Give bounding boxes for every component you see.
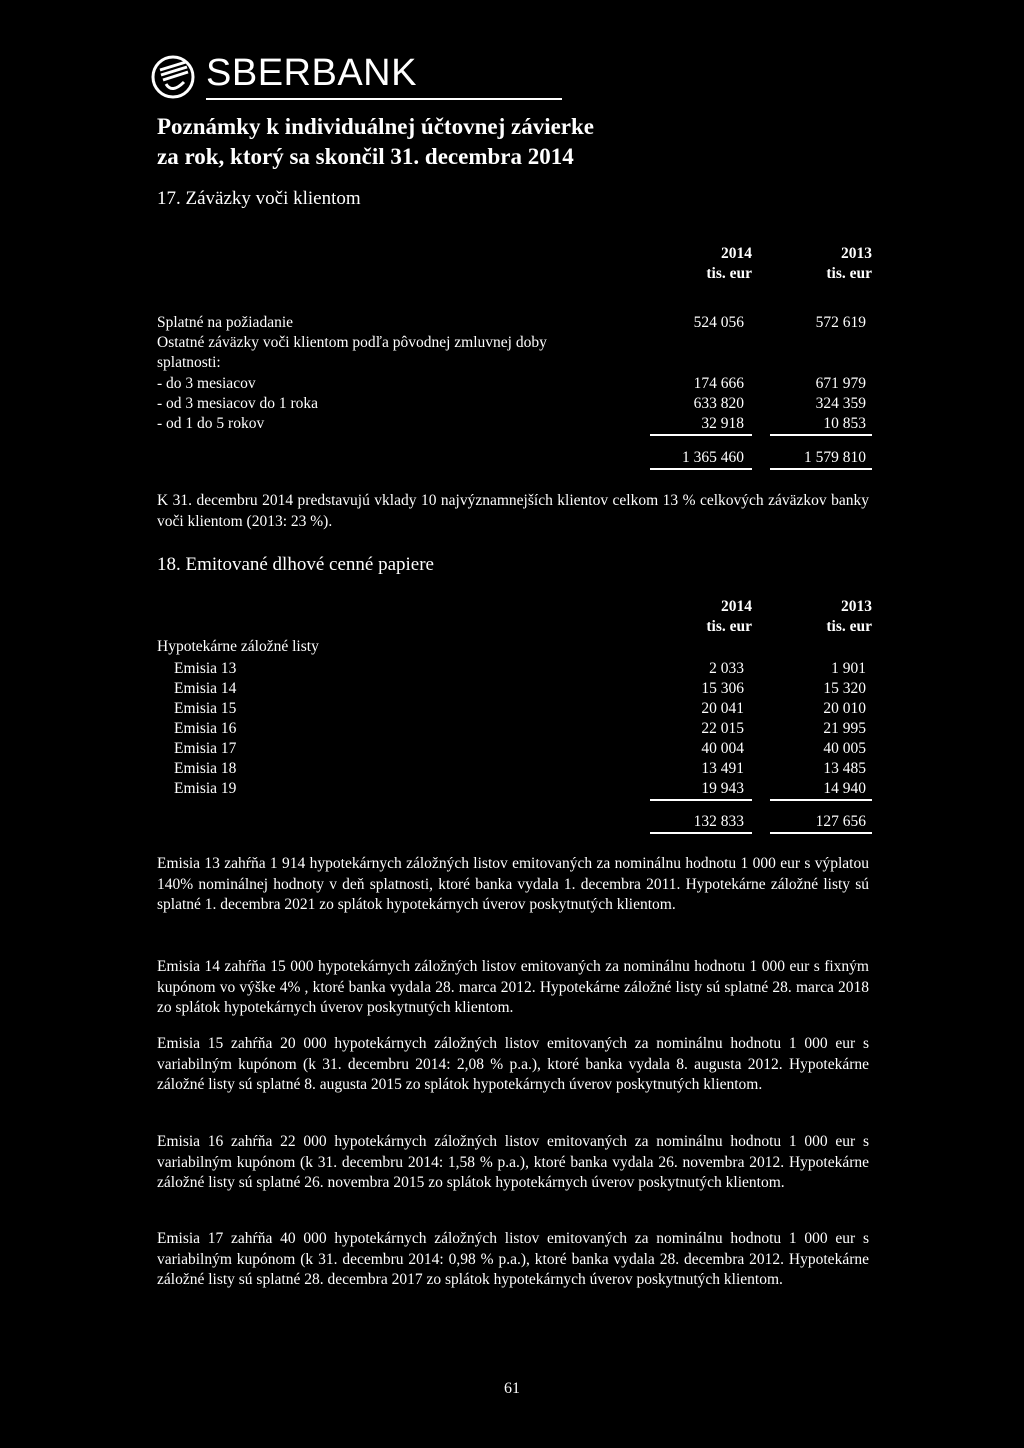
row-value-2014: 524 056 bbox=[693, 314, 744, 331]
table-row bbox=[157, 779, 872, 799]
subtotal-rule-2013 bbox=[770, 799, 872, 801]
row-value-2014: 20 041 bbox=[701, 700, 744, 717]
row-value-2014: 32 918 bbox=[701, 415, 744, 432]
table-row bbox=[157, 719, 872, 739]
row-value-2014: 13 491 bbox=[701, 760, 744, 777]
table-row bbox=[157, 313, 872, 333]
row-value-2013: 15 320 bbox=[823, 680, 866, 697]
row-label: Ostatné záväzky voči klientom podľa pôvodnej zmluvnej doby bbox=[157, 334, 547, 351]
row-label: Emisia 16 bbox=[174, 720, 237, 737]
s17-col-2013-unit: tis. eur bbox=[826, 265, 872, 282]
table-row bbox=[157, 699, 872, 719]
total-2013: 1 579 810 bbox=[804, 449, 866, 466]
row-label: - od 3 mesiacov do 1 roka bbox=[157, 395, 318, 412]
row-value-2013: 324 359 bbox=[815, 395, 866, 412]
group-label-row bbox=[157, 637, 872, 657]
row-label: Emisia 13 bbox=[174, 660, 237, 677]
table-row bbox=[157, 739, 872, 759]
table-row bbox=[157, 679, 872, 699]
row-label: - od 1 do 5 rokov bbox=[157, 415, 265, 432]
row-label: splatnosti: bbox=[157, 354, 221, 371]
row-value-2013: 671 979 bbox=[815, 375, 866, 392]
row-value-2013: 20 010 bbox=[823, 700, 866, 717]
paragraph-emisia-17: Emisia 17 zahŕňa 40 000 hypotekárnych záložných listov emitovaných za nominálnu hodnotu 1 000 eur s variabilným kupónom (k 31. decembru 2014: 0,98 % p.a.), ktoré banka vydala 28. decembra 2012. Hypotekárne záložné listy sú splatné 28. decembra 2017 zo splátok hypotekárnych úverov poskytnutých klientom. bbox=[157, 1230, 869, 1288]
total-rule-2013 bbox=[770, 832, 872, 834]
s18-col-2014-year: 2014 bbox=[721, 598, 752, 615]
table-row bbox=[157, 374, 872, 394]
s18-col-2014-unit: tis. eur bbox=[706, 618, 752, 635]
section-17-note: K 31. decembru 2014 predstavujú vklady 10 najvýznamnejších klientov celkom 13 % celkových záväzkov banky voči klientom (2013: 23 %). bbox=[157, 492, 869, 530]
sberbank-logo bbox=[150, 50, 450, 100]
row-value-2014: 40 004 bbox=[701, 740, 744, 757]
paragraph-emisia-16: Emisia 16 zahŕňa 22 000 hypotekárnych záložných listov emitovaných za nominálnu hodnotu 1 000 eur s variabilným kupónom (k 31. decembru 2014: 1,58 % p.a.), ktoré banka vydala 26. novembra 2012. Hypotekárne záložné listy sú splatné 26. novembra 2015 zo splátok hypotekárnych úverov poskytnutých klientom. bbox=[157, 1133, 869, 1191]
s17-col-2014-unit: tis. eur bbox=[706, 265, 752, 282]
subtotal-rule-2013 bbox=[770, 434, 872, 436]
subtotal-rule-2014 bbox=[650, 434, 752, 436]
s17-col-2013-year: 2013 bbox=[841, 245, 872, 262]
subtotal-rule-2014 bbox=[650, 799, 752, 801]
row-value-2013: 14 940 bbox=[823, 780, 866, 797]
row-label: Emisia 18 bbox=[174, 760, 237, 777]
table-row bbox=[157, 659, 872, 679]
table-row bbox=[157, 414, 872, 434]
total-rule-2013 bbox=[770, 468, 872, 470]
s18-col-2013-unit: tis. eur bbox=[826, 618, 872, 635]
total-2014: 1 365 460 bbox=[682, 449, 744, 466]
row-value-2013: 13 485 bbox=[823, 760, 866, 777]
table-row bbox=[157, 353, 872, 373]
table-row bbox=[157, 394, 872, 414]
logo-underline bbox=[206, 98, 562, 100]
row-label: Emisia 15 bbox=[174, 700, 237, 717]
bank-name: SBERBANK bbox=[206, 52, 417, 94]
row-label: - do 3 mesiacov bbox=[157, 375, 256, 392]
row-value-2013: 572 619 bbox=[815, 314, 866, 331]
row-value-2013: 21 995 bbox=[823, 720, 866, 737]
row-value-2014: 174 666 bbox=[693, 375, 744, 392]
row-value-2014: 633 820 bbox=[693, 395, 744, 412]
row-value-2013: 40 005 bbox=[823, 740, 866, 757]
row-value-2014: 22 015 bbox=[701, 720, 744, 737]
table-row bbox=[157, 333, 872, 353]
s17-col-2014-year: 2014 bbox=[721, 245, 752, 262]
row-label: Emisia 14 bbox=[174, 680, 237, 697]
row-value-2014: 15 306 bbox=[701, 680, 744, 697]
page-number: 61 bbox=[504, 1380, 520, 1397]
paragraph-emisia-15: Emisia 15 zahŕňa 20 000 hypotekárnych záložných listov emitovaných za nominálnu hodnotu 1 000 eur s variabilným kupónom (k 31. decembru 2014: 2,08 % p.a.), ktoré banka vydala 8. augusta 2012. Hypotekárne záložné listy sú splatné 8. augusta 2015 zo splátok hypotekárnych úverov poskytnutých klientom. bbox=[157, 1035, 869, 1093]
paragraph-emisia-13: Emisia 13 zahŕňa 1 914 hypotekárnych záložných listov emitovaných za nominálnu hodnotu 1 000 eur s výplatou 140% nominálnej hodnoty v deň splatnosti, ktoré banka vydala 1. decembra 2011. Hypotekárne záložné listy sú splatné 1. decembra 2021 zo splátok hypotekárnych úverov poskytnutých klientom. bbox=[157, 855, 869, 913]
row-value-2013: 1 901 bbox=[831, 660, 866, 677]
total-row bbox=[157, 448, 872, 468]
total-rule-2014 bbox=[650, 468, 752, 470]
row-label: Emisia 17 bbox=[174, 740, 237, 757]
row-label: Splatné na požiadanie bbox=[157, 314, 294, 331]
section-17-title: 17. Záväzky voči klientom bbox=[157, 188, 361, 209]
table-row bbox=[157, 759, 872, 779]
section-18-title: 18. Emitované dlhové cenné papiere bbox=[157, 554, 434, 575]
row-value-2013: 10 853 bbox=[823, 415, 866, 432]
total-2014: 132 833 bbox=[693, 813, 744, 830]
sberbank-logo-icon bbox=[150, 54, 196, 100]
total-2013: 127 656 bbox=[815, 813, 866, 830]
row-label: Emisia 19 bbox=[174, 780, 237, 797]
total-rule-2014 bbox=[650, 832, 752, 834]
paragraph-emisia-14: Emisia 14 zahŕňa 15 000 hypotekárnych záložných listov emitovaných za nominálnu hodnotu 1 000 eur s fixným kupónom vo výške 4% , ktoré banka vydala 28. marca 2012. Hypotekárne záložné listy sú splatné 28. marca 2018 zo splátok hypotekárnych úverov poskytnutých klientom. bbox=[157, 958, 869, 1016]
row-value-2014: 2 033 bbox=[709, 660, 744, 677]
doc-title-line-2: za rok, ktorý sa skončil 31. decembra 2014 bbox=[157, 144, 574, 169]
total-row bbox=[157, 812, 872, 832]
doc-title-line-1: Poznámky k individuálnej účtovnej závierke bbox=[157, 114, 595, 139]
s18-col-2013-year: 2013 bbox=[841, 598, 872, 615]
group-label: Hypotekárne záložné listy bbox=[157, 638, 319, 655]
row-value-2014: 19 943 bbox=[701, 780, 744, 797]
